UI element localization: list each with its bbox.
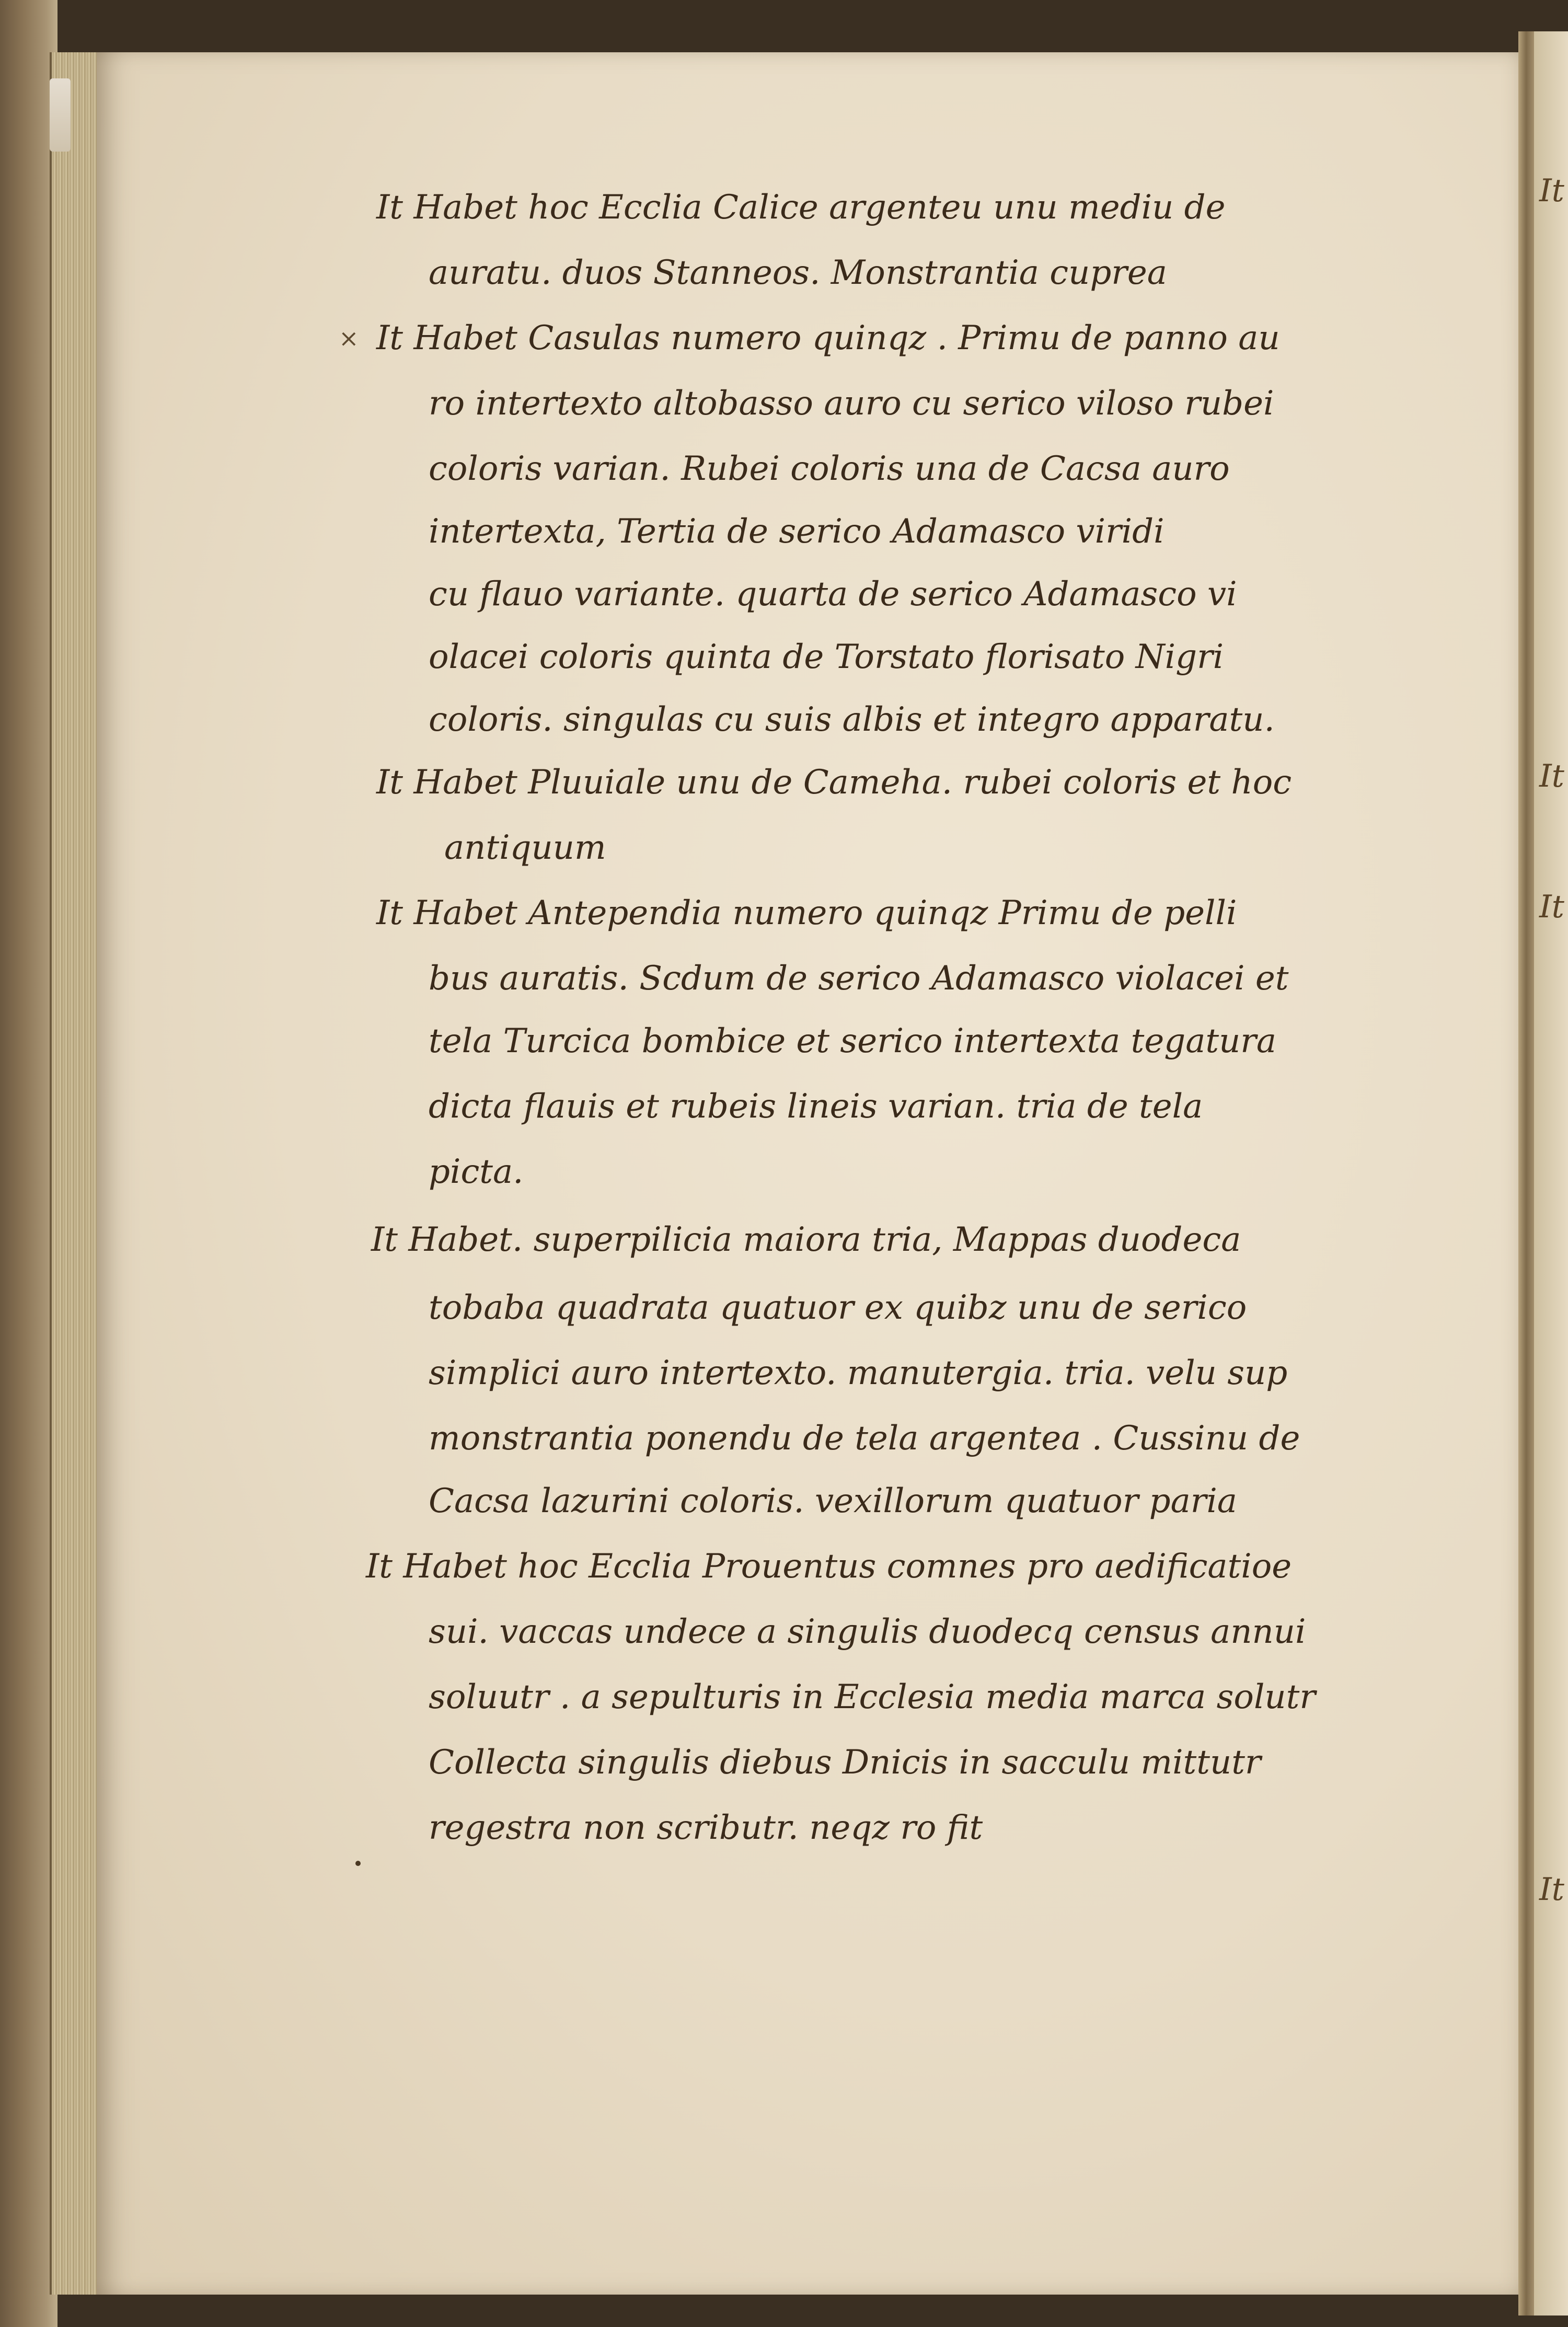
facing-page-mark: It (1539, 758, 1564, 794)
text-line: It Habet hoc Ecclia Prouentus comnes pro aedificatioe (366, 1547, 1292, 1586)
text-line: tobaba quadrata quatuor ex quibz unu de serico (429, 1288, 1247, 1327)
text-line: regestra non scributr. neqz ro fit (429, 1808, 983, 1847)
text-line: auratu. duos Stanneos. Monstrantia cuprea (429, 254, 1167, 292)
text-line: It Habet Pluuiale unu de Cameha. rubei coloris et hoc (376, 763, 1292, 802)
text-line: It Habet hoc Ecclia Calice argenteu unu mediu de (376, 188, 1226, 227)
text-line: tela Turcica bombice et serico intertexta tegatura (429, 1022, 1277, 1061)
text-line: Cacsa lazurini coloris. vexillorum quatuor paria (429, 1482, 1237, 1520)
ink-dot (355, 1861, 361, 1866)
text-line: It Habet. superpilicia maiora tria, Mappas duodeca (371, 1220, 1241, 1259)
book-cover-edge (0, 0, 57, 2327)
text-line: olacei coloris quinta de Torstato florisato Nigri (429, 638, 1224, 676)
text-line: dicta flauis et rubeis lineis varian. tria de tela (429, 1087, 1203, 1126)
cover-fray (50, 78, 71, 152)
text-line: ro intertexto altobasso auro cu serico viloso rubei (429, 384, 1274, 423)
text-line: It Habet Casulas numero quinqz . Primu de panno au (376, 319, 1280, 358)
text-line: simplici auro intertexto. manutergia. tria. velu sup (429, 1354, 1288, 1392)
text-line: monstrantia ponendu de tela argentea . Cussinu de (429, 1419, 1300, 1458)
book-gutter (1518, 31, 1534, 2316)
text-line: coloris. singulas cu suis albis et integro apparatu. (429, 700, 1275, 739)
text-line: picta. (429, 1153, 524, 1191)
text-line: antiquum (444, 828, 606, 867)
text-line: bus auratis. Scdum de serico Adamasco violacei et (429, 959, 1289, 998)
text-line: sui. vaccas undece a singulis duodecq census annui (429, 1612, 1306, 1651)
text-line: intertexta, Tertia de serico Adamasco viridi (429, 512, 1165, 551)
facing-page-edge (1534, 31, 1568, 2316)
facing-page-mark: It (1539, 172, 1564, 209)
text-line: Collecta singulis diebus Dnicis in sacculu mittutr (429, 1743, 1261, 1782)
text-line: soluutr . a sepulturis in Ecclesia media marca solutr (429, 1678, 1316, 1717)
facing-page-mark: It (1539, 1871, 1564, 1908)
facing-page-mark: It (1539, 889, 1564, 925)
page-stack-edge (50, 52, 104, 2295)
margin-cross-mark: × (339, 324, 359, 352)
text-line: It Habet Antependia numero quinqz Primu de pelli (376, 894, 1237, 932)
text-line: coloris varian. Rubei coloris una de Cacsa auro (429, 450, 1230, 488)
text-line: cu flauo variante. quarta de serico Adamasco vi (429, 575, 1237, 614)
